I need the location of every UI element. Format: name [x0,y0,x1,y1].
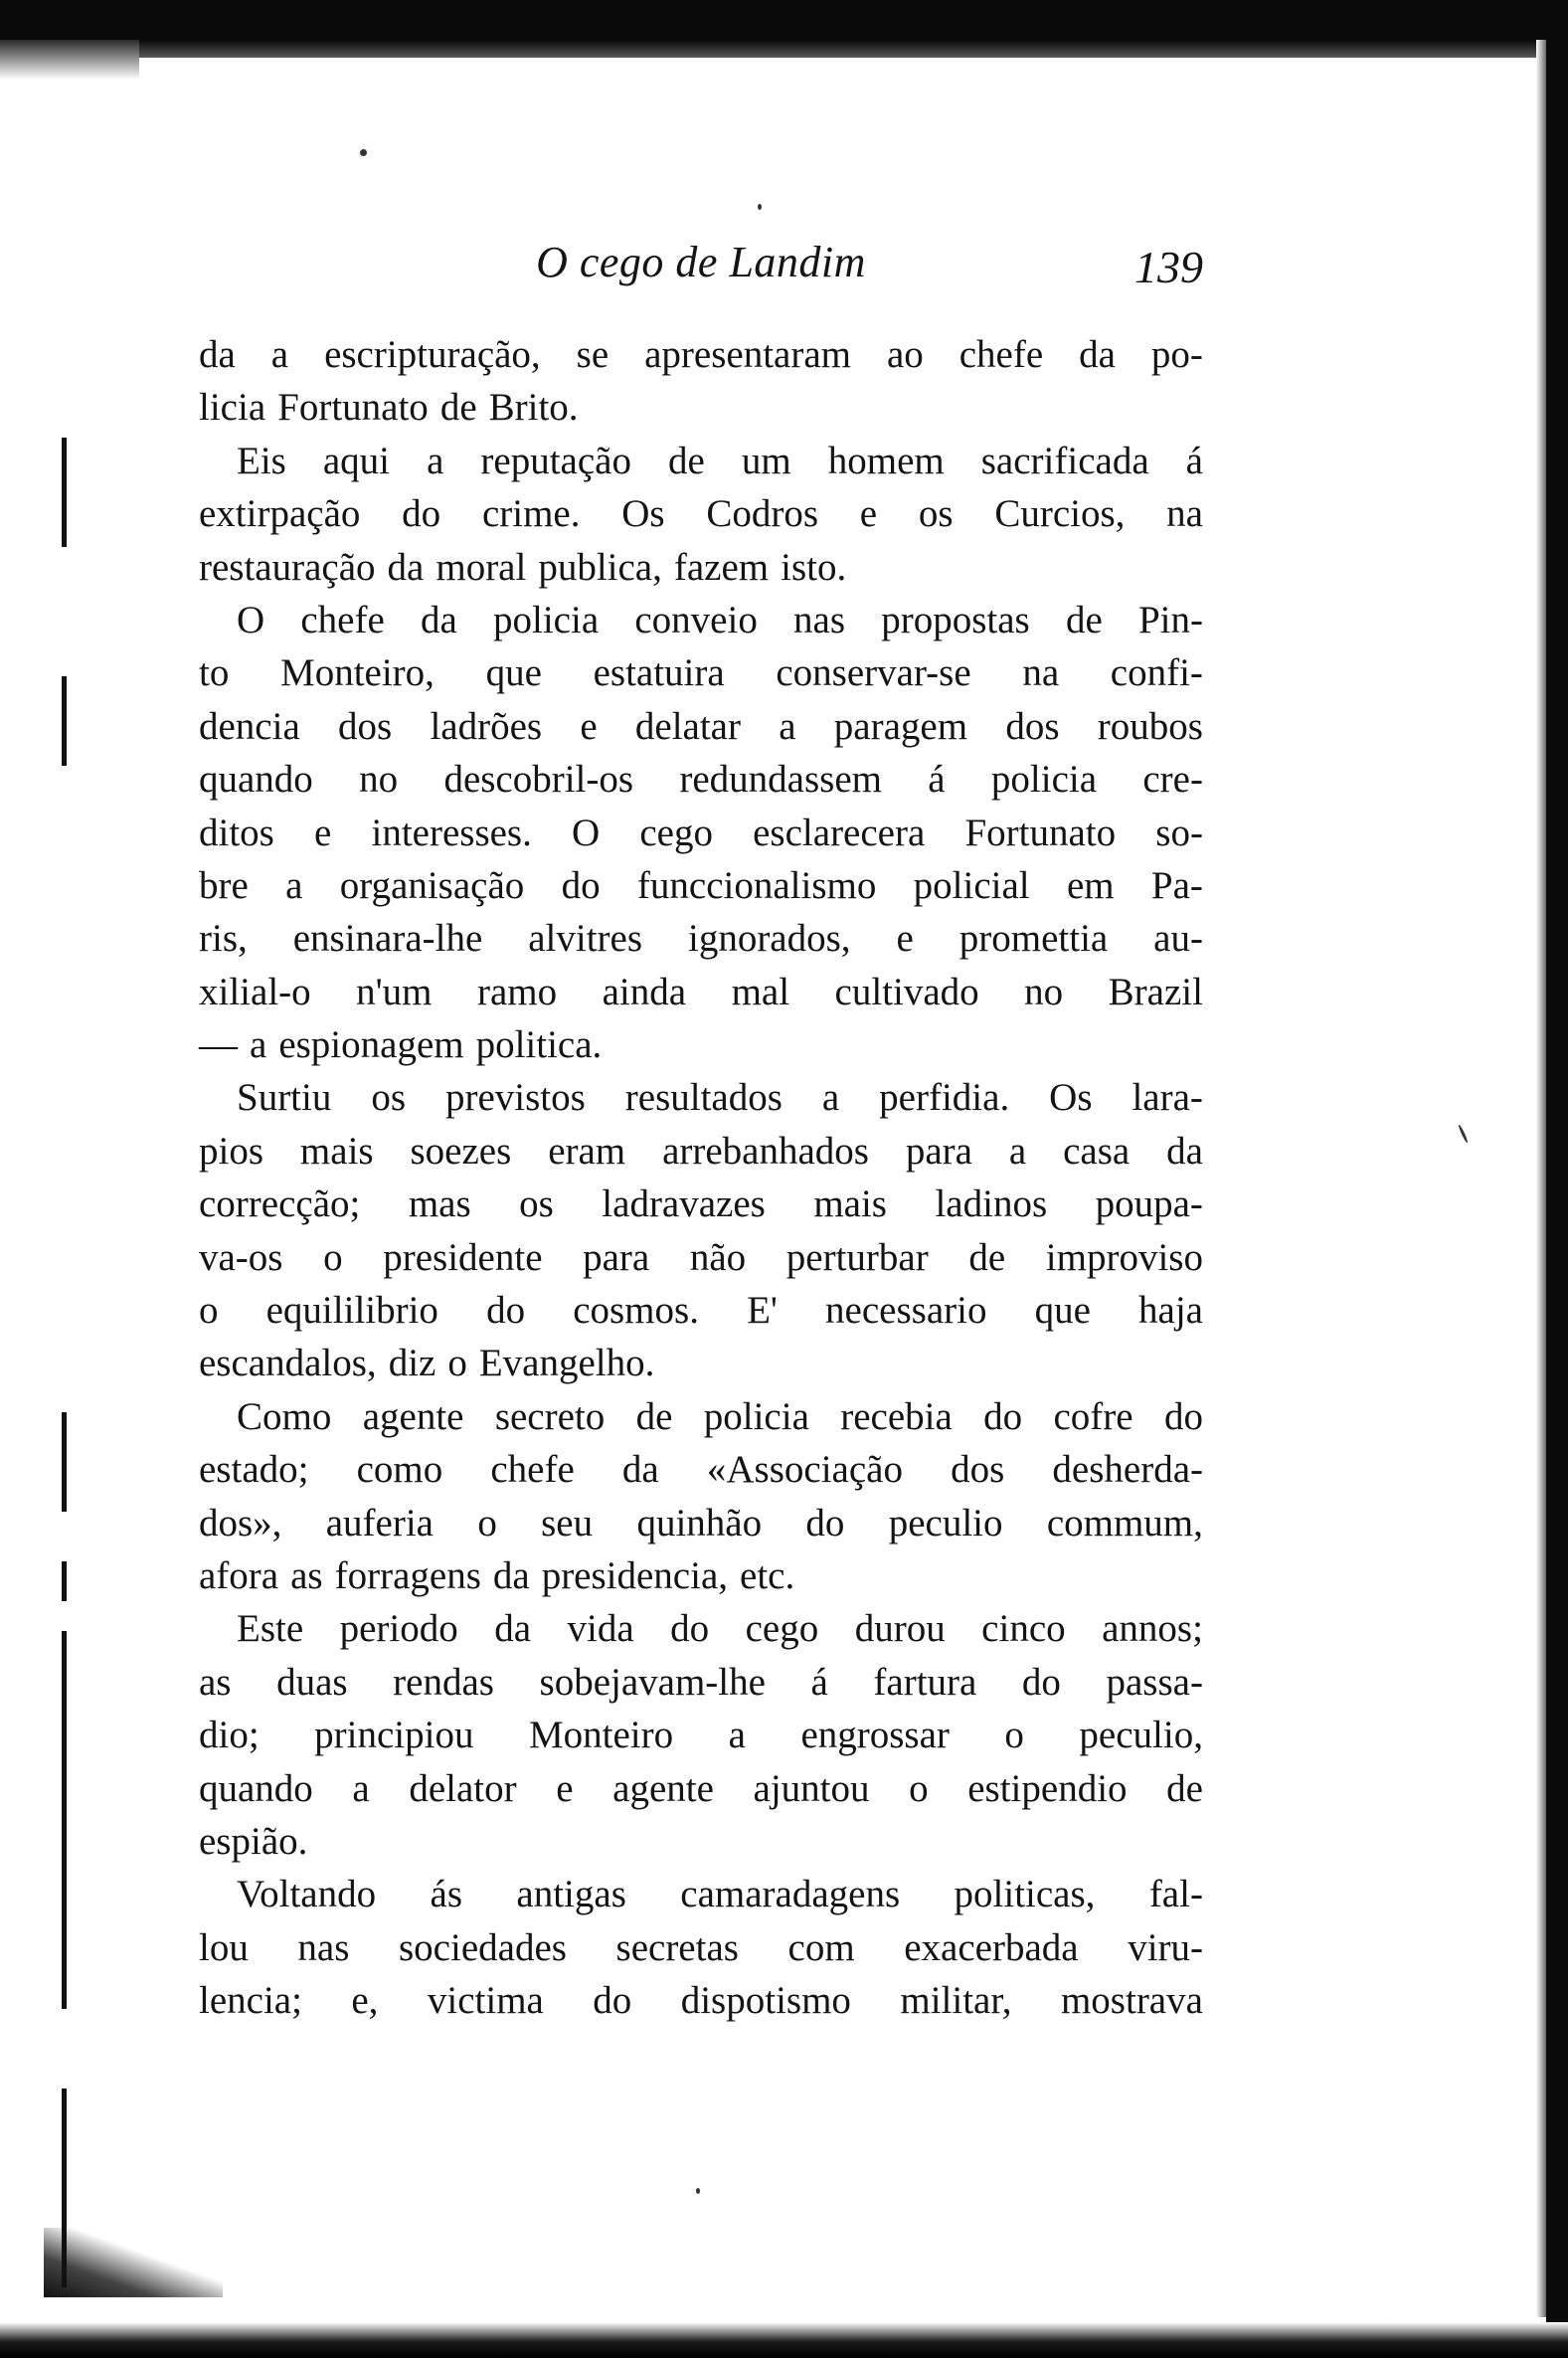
text-line: ris, ensinara-lhe alvitres ignorados, e promettia au- [199,917,1203,961]
scan-left-mark [62,1561,67,1601]
scan-left-mark [62,1412,67,1512]
text-line: o equililibrio do cosmos. E' necessario que haja [199,1289,1203,1333]
running-header [199,237,1203,296]
text-line: O chefe da policia conveio nas propostas de Pin- [237,598,1203,641]
text-line: dencia dos ladrões e delatar a paragem dos roubos [199,704,1203,748]
text-line: licia Fortunato de Brito. [199,386,579,430]
text-line: espião. [199,1819,308,1863]
text-line: as duas rendas sobejavam-lhe á fartura do passa- [199,1660,1203,1704]
scan-left-mark [62,1631,67,2009]
scan-top-edge [0,0,1568,58]
text-line: ditos e interesses. O cego esclarecera Fortunato so- [199,811,1203,854]
text-line: lou nas sociedades secretas com exacerbada viru- [199,1925,1203,1969]
text-line: va-os o presidente para não perturbar de improviso [199,1235,1203,1279]
text-line: Este periodo da vida do cego durou cinco annos; [237,1607,1203,1651]
text-line: Voltando ás antigas camaradagens politicas, fal- [237,1873,1203,1916]
scan-right-shadow [1536,40,1546,2317]
text-line: to Monteiro, que estatuira conservar-se na confi- [199,651,1203,695]
text-line: restauração da moral publica, fazem isto. [199,545,847,589]
scan-speck [1458,1124,1469,1143]
text-line: quando no descobril-os redundassem á policia cre- [199,758,1203,802]
body-text [199,328,1203,2028]
text-line: dio; principiou Monteiro a engrossar o peculio, [199,1714,1203,1757]
scan-speck [360,149,367,156]
text-line: lencia; e, victima do dispotismo militar, mostrava [199,1979,1203,2023]
text-line: quando a delator e agente ajuntou o estipendio de [199,1766,1203,1810]
scan-top-left-shadow [0,40,139,80]
text-line: estado; como chefe da «Associação dos desherda- [199,1448,1203,1492]
text-line: Eis aqui a reputação de um homem sacrificada á [237,439,1203,482]
text-line: extirpação do crime. Os Codros e os Curcios, na [199,492,1203,536]
scan-speck [696,2188,700,2194]
scan-speck [758,204,762,210]
scan-right-edge [1546,0,1568,2358]
text-line: dos», auferia o seu quinhão do peculio commum, [199,1501,1203,1544]
scan-left-mark [62,2088,67,2287]
text-line: Como agente secreto de policia recebia do cofre do [237,1394,1203,1438]
scan-left-mark [62,676,67,766]
text-line: Surtiu os previstos resultados a perfidia. Os lara- [237,1076,1203,1120]
scan-bottom-left-shadow [44,2228,223,2297]
scan-left-mark [62,438,67,547]
text-line: da a escripturação, se apresentaram ao chefe da po- [199,333,1203,376]
text-line: bre a organisação do funccionalismo policial em Pa- [199,863,1203,907]
text-line: afora as forragens da presidencia, etc. [199,1553,795,1597]
text-line: pios mais soezes eram arrebanhados para a casa da [199,1129,1203,1173]
page-number: 139 [1134,242,1203,292]
text-line: — a espionagem politica. [199,1023,603,1067]
text-line: escandalos, diz o Evangelho. [199,1342,655,1385]
text-line: correcção; mas os ladravazes mais ladinos poupa- [199,1182,1203,1226]
text-line: xilial-o n'um ramo ainda mal cultivado no Brazil [199,970,1203,1013]
scan-bottom-edge [0,2322,1568,2358]
running-title: O cego de Landim [536,238,866,286]
